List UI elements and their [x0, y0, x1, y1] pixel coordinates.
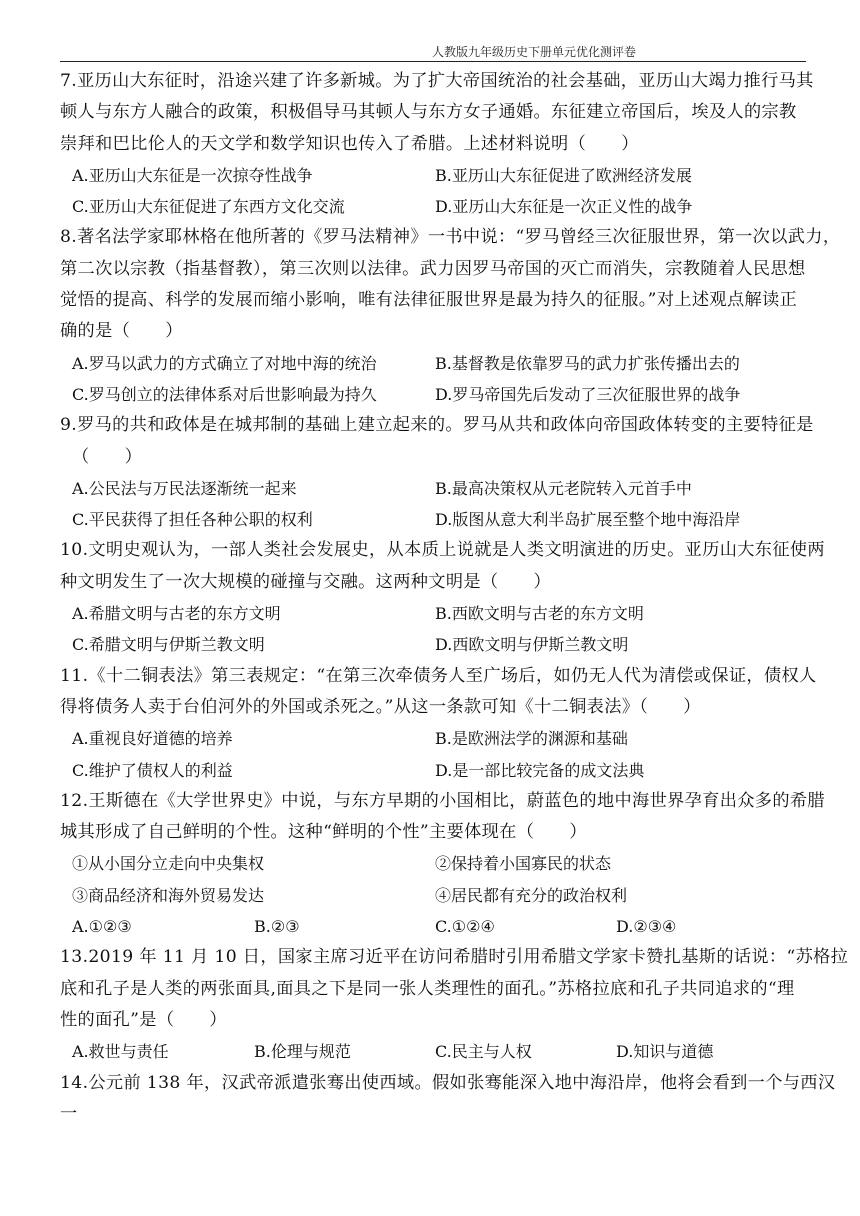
question-text: 7.亚历山大东征时，沿途兴建了许多新城。为了扩大帝国统治的社会基础，亚历山大竭力推行马其: [60, 71, 814, 91]
question-text: 9.罗马的共和政体是在城邦制的基础上建立起来的。罗马从共和政体向帝国政体转变的主要特征是: [60, 415, 814, 436]
option-row: [60, 1036, 810, 1067]
option-a: A.希腊文明与古老的东方文明: [72, 604, 281, 624]
statement-3: ③商品经济和海外贸易发达: [72, 885, 265, 905]
option-c: C.①②④: [435, 917, 495, 937]
option-b: B.西欧文明与古老的东方文明: [435, 604, 644, 624]
page-header: [60, 0, 806, 62]
question-text: 城其形成了自己鲜明的个性。这种“鲜明的个性”主要体现在（ ）: [60, 822, 587, 843]
question-text: 13.2019 年 11 月 10 日，国家主席习近平在访问希腊时引用希腊文学家卡赞扎基斯的话说：“苏格拉: [60, 947, 849, 968]
statement-4: ④居民都有充分的政治权利: [435, 885, 628, 905]
statement-1: ①从小国分立走向中央集权: [72, 854, 265, 874]
option-d: D.版图从意大利半岛扩展至整个地中海沿岸: [435, 510, 741, 530]
option-row: [60, 348, 810, 379]
question-14: [60, 1068, 836, 1131]
question-8: [60, 222, 841, 410]
question-text: 觉悟的提高、科学的发展而缩小影响，唯有法律征服世界是最为持久的征服。”对上述观点解读正: [60, 290, 798, 311]
option-c: C.亚历山大东征促进了东西方文化交流: [72, 197, 345, 217]
option-b: B.②③: [254, 917, 300, 937]
question-text: 8.著名法学家耶林格在他所著的《罗马法精神》一书中说：“罗马曾经三次征服世界，第一次以武力，: [60, 227, 841, 248]
question-10: [60, 535, 825, 660]
question-list: [60, 66, 849, 1130]
option-c: C.民主与人权: [435, 1042, 532, 1062]
question-text: 种文明发生了一次大规模的碰撞与交融。这两种文明是（ ）: [60, 571, 552, 592]
option-row: [60, 598, 810, 629]
question-text: 14.公元前 138 年，汉武帝派遣张骞出使西域。假如张骞能深入地中海沿岸，他将会看到一个与西汉: [60, 1072, 836, 1093]
option-d: D.西欧文明与伊斯兰教文明: [435, 635, 629, 655]
option-b: B.基督教是依靠罗马的武力扩张传播出去的: [435, 353, 740, 373]
question-text: 11.《十二铜表法》第三表规定：“在第三次牵债务人至广场后，如仍无人代为清偿或保证，债权人: [60, 665, 817, 686]
question-text: 第二次以宗教（指基督教），第三次则以法律。武力因罗马帝国的灭亡而消失，宗教随着人民思想: [60, 258, 806, 279]
option-b: B.是欧洲法学的渊源和基础: [435, 729, 628, 749]
question-9: [60, 410, 814, 535]
option-d: D.②③④: [616, 917, 677, 937]
question-text: 得将债务人卖于台伯河外的外国或杀死之。”从这一条款可知《十二铜表法》（ ）: [60, 696, 701, 717]
option-row: [60, 473, 810, 504]
option-row: [60, 191, 810, 222]
option-row: [60, 504, 810, 535]
question-text: （ ）: [72, 446, 143, 467]
option-c: C.罗马创立的法律体系对后世影响最为持久: [72, 384, 377, 404]
question-12: [60, 786, 825, 942]
question-text: 10.文明史观认为，一部人类社会发展史，从本质上说就是人类文明演进的历史。亚历山大东征使两: [60, 540, 825, 561]
option-b: B.伦理与规范: [254, 1042, 351, 1062]
option-d: D.知识与道德: [616, 1042, 714, 1062]
question-text: 顿人与东方人融合的政策，积极倡导马其顿人与东方女子通婚。东征建立帝国后，埃及人的宗教: [60, 102, 797, 123]
question-7: [60, 66, 814, 222]
option-a: A.救世与责任: [72, 1042, 169, 1062]
option-a: A.亚历山大东征是一次掠夺性战争: [72, 165, 313, 185]
header-title: 人教版九年级历史下册单元优化测评卷: [431, 45, 636, 59]
option-d: D.罗马帝国先后发动了三次征服世界的战争: [435, 384, 741, 404]
statement-2: ②保持着小国寡民的状态: [435, 854, 612, 874]
option-b: B.最高决策权从元老院转入元首手中: [435, 478, 692, 498]
option-a: A.公民法与万民法逐渐统一起来: [72, 478, 297, 498]
option-row: [60, 629, 810, 660]
option-a: A.重视良好道德的培养: [72, 729, 233, 749]
option-c: C.维护了债权人的利益: [72, 760, 233, 780]
question-13: [60, 942, 849, 1067]
question-text: 性的面孔”是（ ）: [60, 1009, 227, 1030]
option-d: D.是一部比较完备的成文法典: [435, 760, 645, 780]
option-row: [60, 723, 810, 754]
option-b: B.亚历山大东征促进了欧洲经济发展: [435, 165, 692, 185]
option-a: A.罗马以武力的方式确立了对地中海的统治: [72, 353, 377, 373]
question-11: [60, 661, 817, 786]
question-text: 12.王斯德在《大学世界史》中说，与东方早期的小国相比，蔚蓝色的地中海世界孕育出众多的希腊: [60, 790, 825, 811]
option-row: [60, 755, 810, 786]
question-text: 一: [60, 1103, 78, 1124]
option-row: [60, 911, 810, 942]
option-d: D.亚历山大东征是一次正义性的战争: [435, 197, 693, 217]
question-text: 崇拜和巴比伦人的天文学和数学知识也传入了希腊。上述材料说明（ ）: [60, 133, 639, 154]
option-c: C.平民获得了担任各种公职的权利: [72, 510, 313, 530]
option-row: [60, 379, 810, 410]
statement-row: [60, 848, 810, 879]
statement-row: [60, 880, 810, 911]
option-a: A.①②③: [72, 917, 132, 937]
option-row: [60, 160, 810, 191]
question-text: 确的是（ ）: [60, 321, 183, 342]
question-text: 底和孔子是人类的两张面具,面具之下是同一张人类理性的面孔。”苏格拉底和孔子共同追求的“理: [60, 978, 795, 999]
option-c: C.希腊文明与伊斯兰教文明: [72, 635, 265, 655]
